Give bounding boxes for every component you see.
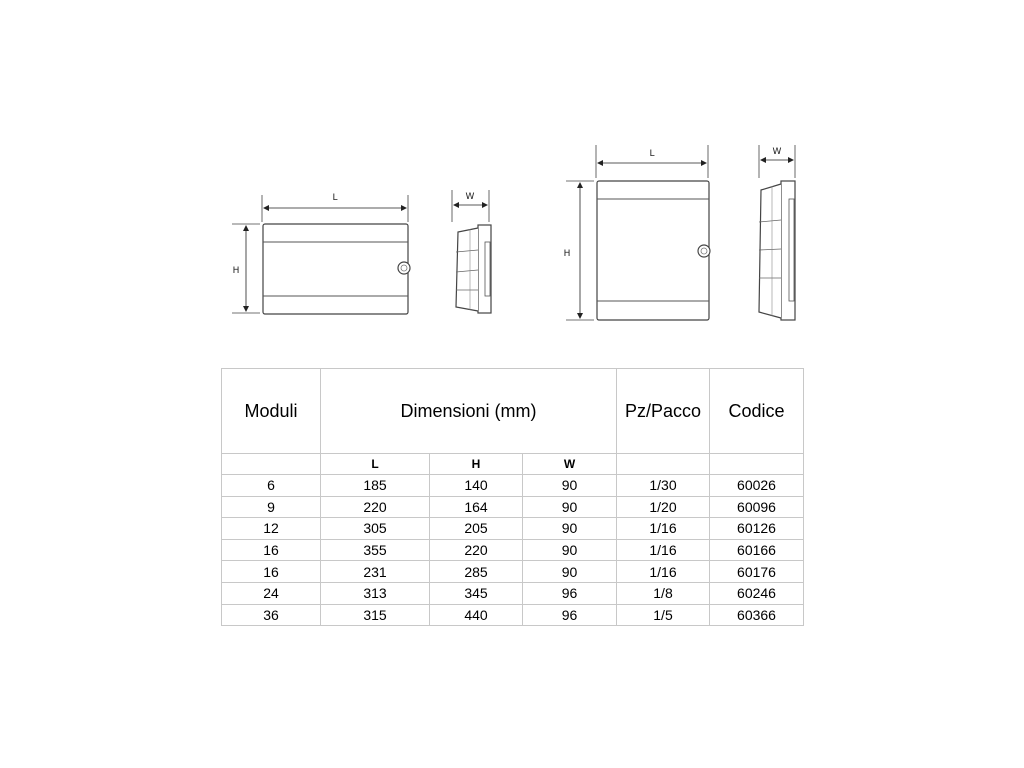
l-cell: 313 [321,582,430,604]
empty-cell [617,454,710,475]
pz-cell: 1/16 [617,539,710,561]
large-height-label: H [563,249,571,259]
w-subheader: W [523,454,617,475]
technical-drawings [0,0,1024,340]
l-subheader: L [321,454,430,475]
small-front-view [232,193,410,314]
moduli-cell: 24 [222,582,321,604]
table-row [222,518,804,540]
pz-cell: 1/8 [617,582,710,604]
pz-cell: 1/5 [617,604,710,626]
table-header-row [222,369,804,454]
codice-cell: 60176 [710,561,804,583]
table-row [222,475,804,497]
l-cell: 305 [321,518,430,540]
codice-cell: 60246 [710,582,804,604]
h-cell: 164 [430,496,523,518]
pz-cell: 1/16 [617,561,710,583]
w-cell: 96 [523,582,617,604]
l-cell: 220 [321,496,430,518]
h-cell: 285 [430,561,523,583]
moduli-cell: 6 [222,475,321,497]
codice-header: Codice [710,369,804,454]
h-cell: 440 [430,604,523,626]
large-width-label: W [772,147,782,157]
codice-cell: 60096 [710,496,804,518]
product-spec-table [221,368,804,626]
h-subheader: H [430,454,523,475]
h-cell: 220 [430,539,523,561]
moduli-header: Moduli [222,369,321,454]
l-cell: 185 [321,475,430,497]
table-row [222,539,804,561]
pz-cell: 1/30 [617,475,710,497]
moduli-cell: 9 [222,496,321,518]
empty-cell [710,454,804,475]
codice-cell: 60126 [710,518,804,540]
codice-cell: 60166 [710,539,804,561]
moduli-cell: 12 [222,518,321,540]
table-row [222,561,804,583]
pz-pacco-header: Pz/Pacco [617,369,710,454]
w-cell: 90 [523,561,617,583]
large-length-label: L [649,149,655,159]
w-cell: 90 [523,475,617,497]
table-row [222,496,804,518]
table-subheader-row [222,454,804,475]
l-cell: 355 [321,539,430,561]
dimensioni-header: Dimensioni (mm) [321,369,617,454]
large-front-view [564,145,710,320]
codice-cell: 60026 [710,475,804,497]
codice-cell: 60366 [710,604,804,626]
h-cell: 345 [430,582,523,604]
w-cell: 90 [523,496,617,518]
large-side-view [759,145,795,320]
l-cell: 315 [321,604,430,626]
w-cell: 96 [523,604,617,626]
h-cell: 140 [430,475,523,497]
empty-cell [222,454,321,475]
moduli-cell: 16 [222,561,321,583]
moduli-cell: 36 [222,604,321,626]
pz-cell: 1/20 [617,496,710,518]
moduli-cell: 16 [222,539,321,561]
small-height-label: H [232,266,240,276]
small-width-label: W [465,192,475,202]
w-cell: 90 [523,539,617,561]
table-row [222,582,804,604]
table-row [222,604,804,626]
h-cell: 205 [430,518,523,540]
l-cell: 231 [321,561,430,583]
w-cell: 90 [523,518,617,540]
pz-cell: 1/16 [617,518,710,540]
small-length-label: L [332,193,338,203]
small-side-view [452,190,491,313]
